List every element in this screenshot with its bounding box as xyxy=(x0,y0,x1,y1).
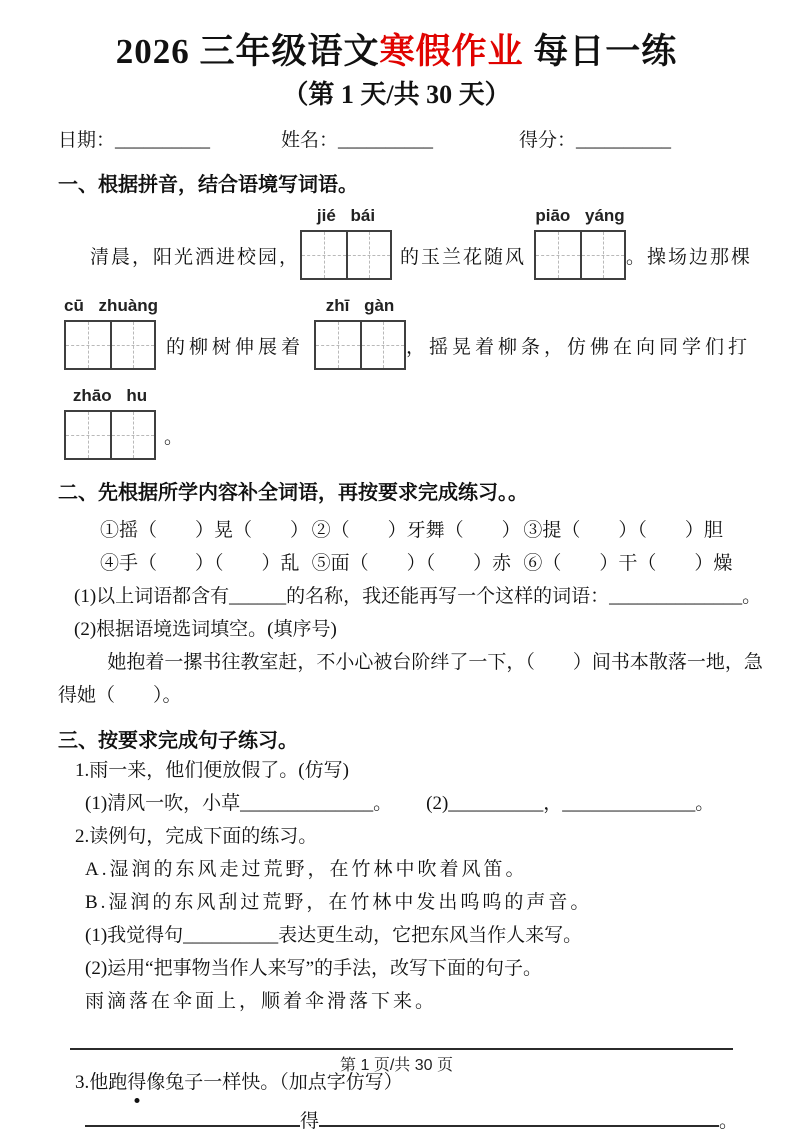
item1-sub1: (1)清风一吹，小草______________。 xyxy=(85,793,393,814)
tianzige-cell xyxy=(66,322,110,368)
pinyin-label: jié bái xyxy=(316,206,376,225)
tianzige-cells xyxy=(64,410,156,460)
section2-words-row2 xyxy=(100,547,735,580)
item2-sentence-a: A.湿润的东风走过荒野，在竹林中吹着风笛。 xyxy=(85,859,528,880)
line2-text2: ，摇晃着柳条，仿佛在向同学们打 xyxy=(406,336,752,358)
name-label: 姓名： xyxy=(281,130,339,151)
section3-item1-subrow xyxy=(85,787,735,820)
item2-rewrite-sentence: 雨滴落在伞面上，顺着伞滑落下来。 xyxy=(85,991,438,1012)
tianzige-cell xyxy=(302,232,346,278)
tianzige-group-jiebai xyxy=(300,206,392,280)
tianzige-cells xyxy=(534,230,626,280)
line1-text2: 的玉兰花随风 xyxy=(400,246,527,268)
page-title xyxy=(58,30,735,74)
tianzige-cells xyxy=(314,320,406,370)
score-blank: __________ xyxy=(576,130,672,151)
section1-line3 xyxy=(64,386,735,460)
item3-answer-end: 。 xyxy=(719,1111,739,1132)
item3-dotted-char: 得 xyxy=(127,1066,146,1099)
section1-line1 xyxy=(90,206,753,280)
line1-text3: 。操场边那棵 xyxy=(626,246,753,268)
section1-line2 xyxy=(64,296,752,370)
footer-page-number: 第 1 页/共 30 页 xyxy=(340,1057,453,1074)
tianzige-cell xyxy=(110,412,154,458)
word-item-4: ④手（ ）（ ）乱 xyxy=(100,553,300,574)
section2-heading: 二、先根据所学内容补全词语，再按要求完成练习。。 xyxy=(58,482,528,504)
section2-question1: (1)以上词语都含有______的名称，我还能再写一个这样的词语：______________。 xyxy=(74,586,762,607)
tianzige-cell xyxy=(536,232,580,278)
title-red-highlight: 寒假作业 xyxy=(379,32,524,71)
date-blank: __________ xyxy=(115,130,211,151)
word-item-2: ②（ ）牙舞（ ） xyxy=(311,520,521,541)
section3-item1: 1.雨一来，他们便放假了。(仿写) xyxy=(75,760,349,781)
item3-answer-mid: 得 xyxy=(300,1111,320,1132)
tianzige-group-cuzhuang xyxy=(64,296,159,370)
title-right: 每日一练 xyxy=(523,32,678,71)
name-blank: __________ xyxy=(338,130,434,151)
section2-paragraph-line2: 得她（ ）。 xyxy=(58,685,182,706)
tianzige-group-piaoyang xyxy=(534,206,626,280)
item2-question2: (2)运用“把事物当作人来写”的手法，改写下面的句子。 xyxy=(85,958,543,979)
section1-heading: 一、根据拼音，结合语境写词语。 xyxy=(58,174,358,196)
score-field xyxy=(519,128,671,154)
item3-pre: 3.他跑 xyxy=(75,1072,128,1093)
answer-blank xyxy=(85,1107,300,1127)
section2-paragraph-line1: 她抱着一摞书往教室赶，不小心被台阶绊了一下，（ ）间书本散落一地，急 xyxy=(107,652,763,673)
tianzige-cell xyxy=(110,322,154,368)
tianzige-cells xyxy=(300,230,392,280)
section3-item2: 2.读例句，完成下面的练习。 xyxy=(75,826,318,847)
pinyin-label: piāo yáng xyxy=(535,206,625,225)
item2-question1: (1)我觉得句__________表达更生动，它把东风当作人来写。 xyxy=(85,925,583,946)
word-item-1: ①摇（ ）晃（ ） xyxy=(100,520,310,541)
line2-text1: 的柳树伸展着 xyxy=(166,336,305,358)
section2-words-row1 xyxy=(100,514,735,547)
date-label: 日期： xyxy=(58,130,116,151)
title-left: 2026 三年级语文 xyxy=(115,32,380,71)
item2-sentence-b: B.湿润的东风刮过荒野，在竹林中发出呜呜的声音。 xyxy=(85,892,593,913)
tianzige-cell xyxy=(346,232,390,278)
word-item-3: ③提（ ）（ ）胆 xyxy=(523,520,723,541)
line1-text1: 清晨，阳光洒进校园， xyxy=(90,246,301,268)
info-row xyxy=(58,128,735,154)
line3-text1: 。 xyxy=(164,426,184,448)
tianzige-cell xyxy=(360,322,404,368)
tianzige-cell xyxy=(580,232,624,278)
tianzige-group-zhigan xyxy=(314,296,406,370)
answer-line xyxy=(70,1048,733,1050)
tianzige-cells xyxy=(64,320,156,370)
section2-question2: (2)根据语境选词填空。(填序号) xyxy=(74,619,337,640)
date-field xyxy=(58,128,281,154)
word-item-6: ⑥（ ）干（ ）燥 xyxy=(523,553,733,574)
pinyin-label: zhāo hu xyxy=(72,386,148,405)
section3-heading: 三、按要求完成句子练习。 xyxy=(58,730,298,752)
word-item-5: ⑤面（ ）（ ）赤 xyxy=(311,553,512,574)
tianzige-cell xyxy=(66,412,110,458)
pinyin-label: zhī gàn xyxy=(325,296,395,315)
pinyin-label: cū zhuàng xyxy=(64,296,159,315)
page-subtitle: （第 1 天/共 30 天） xyxy=(282,80,511,109)
name-field xyxy=(281,128,519,154)
answer-blank xyxy=(319,1107,719,1127)
score-label: 得分： xyxy=(519,130,577,151)
tianzige-cell xyxy=(316,322,360,368)
item3-post: 像兔子一样快。（加点字仿写） xyxy=(146,1072,403,1093)
item1-sub2: (2)__________，______________。 xyxy=(426,793,715,814)
tianzige-group-zhaohu xyxy=(64,386,156,460)
